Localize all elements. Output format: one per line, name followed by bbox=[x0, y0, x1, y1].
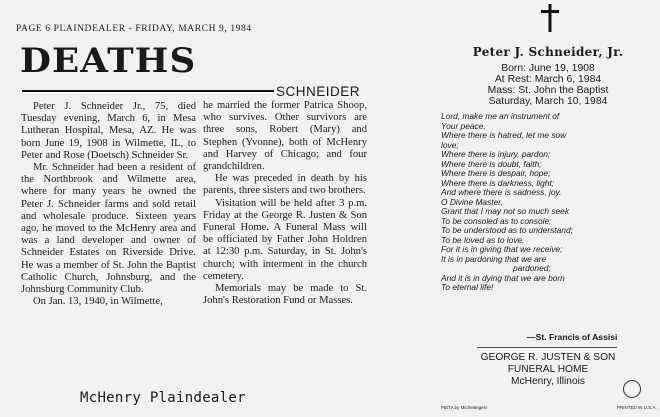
prayer-line: To be loved as to love. bbox=[441, 234, 525, 245]
newspaper-name: McHenry Plaindealer bbox=[80, 390, 246, 406]
prayer-line: To be understood as to understand; bbox=[441, 225, 573, 235]
prayer-line: pardoned; bbox=[513, 263, 551, 273]
newspaper-clipping bbox=[8, 4, 424, 382]
prayer-attribution: —St. Francis of Assisi bbox=[527, 332, 618, 342]
memorial-card bbox=[437, 4, 659, 414]
section-title: DEATHS bbox=[20, 41, 197, 81]
prayer-line: Where there is darkness, light; bbox=[441, 177, 555, 188]
at-rest-date: At Rest: March 6, 1984 bbox=[494, 74, 602, 85]
obituary-paragraph: Peter J. Schneider Jr., 75, died Tuesday evening, March 6, in Mesa Lutheran Hospital, Mesa, AZ. He was born June 19, 1908 in Wilmette, IL, to Peter and Rose (Doetsch) Schneider Sr. bbox=[21, 101, 196, 161]
printer-seal-icon bbox=[623, 380, 641, 398]
card-print-note: PRINTED IN U.S.A. bbox=[617, 405, 657, 410]
divider bbox=[477, 347, 617, 348]
obituary-column-1 bbox=[21, 101, 196, 308]
obituary-name-heading: SCHNEIDER bbox=[276, 84, 361, 99]
mass-location: Mass: St. John the Baptist bbox=[487, 85, 609, 96]
prayer-line: Where there is hatred, let me sow bbox=[441, 130, 567, 140]
obituary-paragraph: On Jan. 13, 1940, in Wilmette, bbox=[33, 296, 163, 308]
card-credit: PIETA by Michelangelo bbox=[441, 405, 488, 410]
latin-cross-icon bbox=[538, 4, 562, 32]
obituary-column-2 bbox=[203, 100, 367, 307]
prayer-line: And it is in dying that we are born bbox=[441, 272, 565, 283]
prayer-line: Lord, make me an instrument of bbox=[441, 111, 560, 121]
funeral-home-location: McHenry, Illinois bbox=[511, 376, 585, 387]
obituary-paragraph: Visitation will be held after 3 p.m. Friday at the George R. Justen & Son Funeral Home. A Funeral Mass will be officiated by Father John Holdren at 12:30 p.m. Saturday, in St. John's church; with interment in the church cemetery. bbox=[203, 197, 367, 282]
card-name: Peter J. Schneider, Jr. bbox=[472, 45, 624, 59]
prayer-line: O Divine Master, bbox=[441, 196, 503, 207]
obituary-paragraph: he married the former Patrica Shoop, who survives. Other survivors are three sons, Robert (Mary) and Stephen (Yvonne), both of McHenry and Harvey of Chicago; and four grandchildren. bbox=[203, 100, 367, 173]
prayer-line: Where there is doubt, faith; bbox=[441, 158, 542, 169]
prayer-line: Where there is injury, pardon; bbox=[441, 149, 551, 159]
born-date: Born: June 19, 1908 bbox=[501, 63, 595, 74]
prayer-text bbox=[441, 112, 655, 293]
prayer-line: To be consoled as to console; bbox=[441, 215, 552, 226]
mass-date: Saturday, March 10, 1984 bbox=[488, 96, 608, 107]
obituary-paragraph: He was preceded in death by his parents, three sisters and two brothers. bbox=[203, 173, 367, 197]
prayer-line: To eternal life! bbox=[441, 282, 494, 292]
masthead: PAGE 6 PLAINDEALER - FRIDAY, MARCH 9, 1984 bbox=[16, 24, 252, 34]
funeral-home-label: FUNERAL HOME bbox=[507, 364, 589, 375]
prayer-line: Where there is despair, hope; bbox=[441, 168, 551, 178]
heading-rule bbox=[22, 90, 274, 92]
prayer-line: Your peace. bbox=[441, 120, 486, 131]
prayer-line: love; bbox=[441, 139, 459, 150]
prayer-line: It is in pardoning that we are bbox=[441, 253, 547, 264]
obituary-paragraph: Memorials may be made to St. John's Restoration Fund or Masses. bbox=[203, 283, 367, 307]
prayer-line: And where there is sadness, joy. bbox=[441, 187, 562, 197]
obituary-paragraph: Mr. Schneider had been a resident of the Northbrook and Wilmette area, where for many years he owned the Peter J. Schneider farms and sold retail and wholesale produce. Sixteen years ago, he moved to the McHenry area and was a land developer and owner of Schneider Estates on Riverside Drive. He was a member of St. John the Baptist Catholic Church, Johnsburg, and the Johnsburg Community Club. bbox=[21, 162, 196, 296]
prayer-line: For it is in giving that we receive; bbox=[441, 244, 563, 254]
prayer-line: Grant that I may not so much seek bbox=[441, 206, 570, 216]
funeral-home-name: GEORGE R. JUSTEN & SON bbox=[480, 352, 616, 363]
